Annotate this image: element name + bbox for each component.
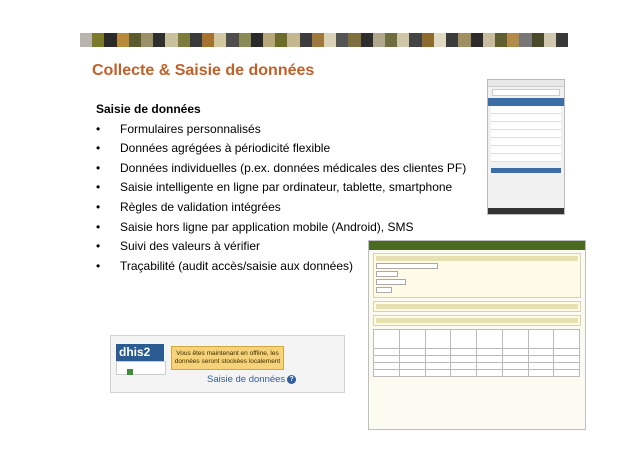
form-section-header: [376, 318, 578, 323]
table-row: [374, 349, 580, 356]
strip-segment: [348, 33, 360, 47]
strip-segment: [104, 33, 116, 47]
strip-segment: [275, 33, 287, 47]
list-item: • Suivi des valeurs à vérifier: [96, 237, 466, 257]
strip-segment: [129, 33, 141, 47]
phone-action-bar: [491, 168, 561, 173]
bullet-marker: •: [96, 239, 101, 254]
strip-segment: [507, 33, 519, 47]
form-section: [373, 253, 581, 298]
help-icon[interactable]: ?: [287, 375, 296, 384]
strip-segment: [165, 33, 177, 47]
strip-segment: [385, 33, 397, 47]
mobile-app-screenshot: [487, 79, 565, 215]
list-item: • Saisie intelligente en ligne par ordinateur, tablette, smartphone: [96, 178, 466, 198]
decorative-color-strip: [80, 33, 568, 47]
strip-segment: [178, 33, 190, 47]
list-item: • Données individuelles (p.ex. données médicales des clientes PF): [96, 159, 466, 179]
form-top-bar: [369, 241, 585, 250]
strip-segment: [80, 33, 92, 47]
list-item: • Données agrégées à périodicité flexible: [96, 139, 466, 159]
table-row: [374, 330, 580, 349]
strip-segment: [556, 33, 568, 47]
phone-menu-item: [491, 114, 561, 122]
strip-segment: [239, 33, 251, 47]
app-icon: [116, 361, 166, 375]
phone-url-bar: [492, 89, 560, 96]
form-input: [376, 279, 406, 285]
strip-segment: [214, 33, 226, 47]
strip-segment: [336, 33, 348, 47]
phone-status-bar: [488, 80, 564, 87]
slide-title: Collecte & Saisie de données: [92, 62, 315, 79]
list-item: • Traçabilité (audit accès/saisie aux données): [96, 257, 466, 277]
offline-notice: Vous êtes maintenant en offline, les données seront stockées localement: [171, 346, 284, 370]
strip-segment: [446, 33, 458, 47]
strip-segment: [324, 33, 336, 47]
strip-segment: [361, 33, 373, 47]
form-field: [376, 279, 578, 285]
strip-segment: [190, 33, 202, 47]
form-input: [376, 263, 438, 269]
bullet-marker: •: [96, 219, 101, 234]
phone-menu-item: [491, 122, 561, 130]
strip-segment: [458, 33, 470, 47]
strip-segment: [153, 33, 165, 47]
strip-segment: [397, 33, 409, 47]
strip-segment: [471, 33, 483, 47]
form-table: [373, 329, 580, 377]
form-field: [376, 271, 578, 277]
bullet-marker: •: [96, 141, 101, 156]
form-section: [373, 315, 581, 326]
form-input: [376, 287, 392, 293]
strip-segment: [409, 33, 421, 47]
strip-segment: [544, 33, 556, 47]
form-section-header: [376, 256, 578, 261]
phone-menu-item: [491, 138, 561, 146]
page-title: Saisie de données ?: [207, 374, 296, 385]
strip-segment: [202, 33, 214, 47]
bullet-marker: •: [96, 258, 101, 273]
dhis2-offline-card: [110, 335, 345, 393]
form-input: [376, 271, 398, 277]
strip-segment: [532, 33, 544, 47]
strip-segment: [92, 33, 104, 47]
phone-menu-item: [491, 106, 561, 114]
strip-segment: [373, 33, 385, 47]
table-row: [374, 370, 580, 377]
bullet-marker: •: [96, 121, 101, 136]
form-screenshot: [368, 240, 586, 430]
strip-segment: [312, 33, 324, 47]
bullet-heading: Saisie de données: [96, 102, 201, 116]
strip-segment: [141, 33, 153, 47]
strip-segment: [251, 33, 263, 47]
dhis2-logo: dhis2: [116, 344, 164, 361]
list-item: • Saisie hors ligne par application mobile (Android), SMS: [96, 218, 466, 238]
phone-menu-item: [491, 130, 561, 138]
strip-segment: [287, 33, 299, 47]
list-item: • Formulaires personnalisés: [96, 120, 466, 140]
form-section-header: [376, 304, 578, 309]
strip-segment: [300, 33, 312, 47]
strip-segment: [495, 33, 507, 47]
phone-menu-item: [491, 146, 561, 154]
table-row: [374, 363, 580, 370]
strip-segment: [226, 33, 238, 47]
form-field: [376, 263, 578, 269]
bullet-marker: •: [96, 180, 101, 195]
strip-segment: [422, 33, 434, 47]
form-field: [376, 287, 578, 293]
list-item: • Règles de validation intégrées: [96, 198, 466, 218]
strip-segment: [519, 33, 531, 47]
strip-segment: [263, 33, 275, 47]
bullet-marker: •: [96, 160, 101, 175]
phone-bottom-bar: [488, 208, 564, 214]
bullet-marker: •: [96, 199, 101, 214]
strip-segment: [117, 33, 129, 47]
form-section: [373, 301, 581, 312]
phone-menu-item: [491, 154, 561, 162]
strip-segment: [483, 33, 495, 47]
phone-app-header: [488, 98, 564, 106]
strip-segment: [434, 33, 446, 47]
table-row: [374, 356, 580, 363]
